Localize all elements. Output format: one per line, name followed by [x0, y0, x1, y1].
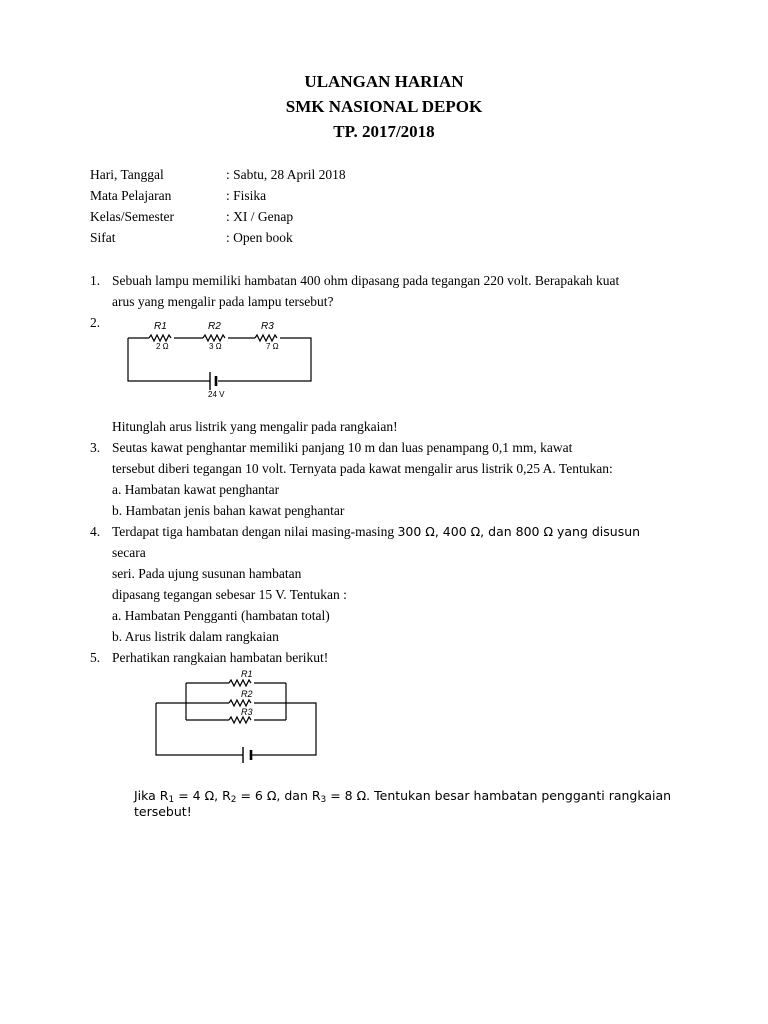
info-label-class: Kelas/Semester: [90, 209, 174, 224]
q5-number: 5.: [90, 650, 101, 665]
school-name: SMK NASIONAL DEPOK: [285, 97, 483, 116]
q5-note-line2: tersebut!: [134, 804, 192, 819]
resistor-r1-symbol: [149, 335, 171, 341]
exam-title: ULANGAN HARIAN: [304, 72, 464, 91]
q5-line1: Perhatikan rangkaian hambatan berikut!: [112, 650, 329, 665]
info-value-class: : XI / Genap: [226, 209, 294, 224]
resistor-r2-symbol: [229, 700, 251, 706]
resistor-r3-symbol: [229, 717, 251, 723]
q3-number: 3.: [90, 440, 101, 455]
q2-question: Hitunglah arus listrik yang mengalir pada rangkaian!: [112, 419, 398, 434]
q5-note-line1: Jika $R_1 = 4$ Ω, $R_2 = 6$ Ω, dan $R_3 = 8$ Ω. Tentukan besar hambatan pengganti rangkaian: [134, 788, 672, 805]
r3-label: R3: [241, 707, 253, 717]
r2-label: R2: [241, 689, 253, 699]
q1-line2: arus yang mengalir pada lampu tersebut?: [112, 294, 334, 309]
info-value-type: : Open book: [226, 230, 293, 245]
q4-part-b: b. Arus listrik dalam rangkaian: [112, 629, 279, 644]
q1-number: 1.: [90, 273, 101, 288]
info-value-date: : Sabtu, 28 April 2018: [226, 167, 346, 182]
resistor-r1-symbol: [229, 680, 251, 686]
q3-line1: Seutas kawat penghantar memiliki panjang 10 m dan luas penampang 0,1 mm, kawat: [112, 440, 573, 455]
q4-line1-values: 300 Ω, 400 Ω, dan 800 Ω yang disusun: [397, 524, 641, 539]
r2-label: R2: [208, 321, 221, 332]
r1-label: R1: [241, 669, 253, 679]
r3-label: R3: [261, 321, 274, 332]
info-label-subject: Mata Pelajaran: [90, 188, 172, 203]
academic-year: TP. 2017/2018: [333, 122, 435, 141]
q3-line2: tersebut diberi tegangan 10 volt. Ternyata pada kawat mengalir arus listrik 0,25 A. Tentukan:: [112, 461, 613, 476]
r2-value: 3 Ω: [209, 342, 222, 351]
info-label-date: Hari, Tanggal: [90, 167, 164, 182]
resistor-r2-symbol: [203, 335, 225, 341]
resistor-r3-symbol: [255, 335, 277, 341]
q2-number: 2.: [90, 315, 101, 330]
q4-line1: [112, 524, 640, 540]
r1-value: 2 Ω: [156, 342, 169, 351]
q4-line3: seri. Pada ujung susunan hambatan: [112, 566, 302, 581]
q3-part-a: a. Hambatan kawat penghantar: [112, 482, 280, 497]
parallel-circuit-diagram: [156, 668, 316, 762]
q4-line1-text: Terdapat tiga hambatan dengan nilai masing-masing: [112, 524, 395, 539]
q4-number: 4.: [90, 524, 101, 539]
r3-value: 7 Ω: [266, 342, 279, 351]
battery-label: 24 V: [208, 390, 225, 399]
info-label-type: Sifat: [90, 230, 116, 245]
q4-line2: secara: [112, 545, 146, 560]
r1-label: R1: [154, 321, 167, 332]
q4-part-a: a. Hambatan Pengganti (hambatan total): [112, 608, 330, 623]
series-circuit-diagram: [120, 316, 320, 398]
info-value-subject: : Fisika: [226, 188, 267, 203]
q4-line4: dipasang tegangan sebesar 15 V. Tentukan :: [112, 587, 347, 602]
q3-part-b: b. Hambatan jenis bahan kawat penghantar: [112, 503, 345, 518]
q1-line1: Sebuah lampu memiliki hambatan 400 ohm dipasang pada tegangan 220 volt. Berapakah kuat: [112, 273, 620, 288]
